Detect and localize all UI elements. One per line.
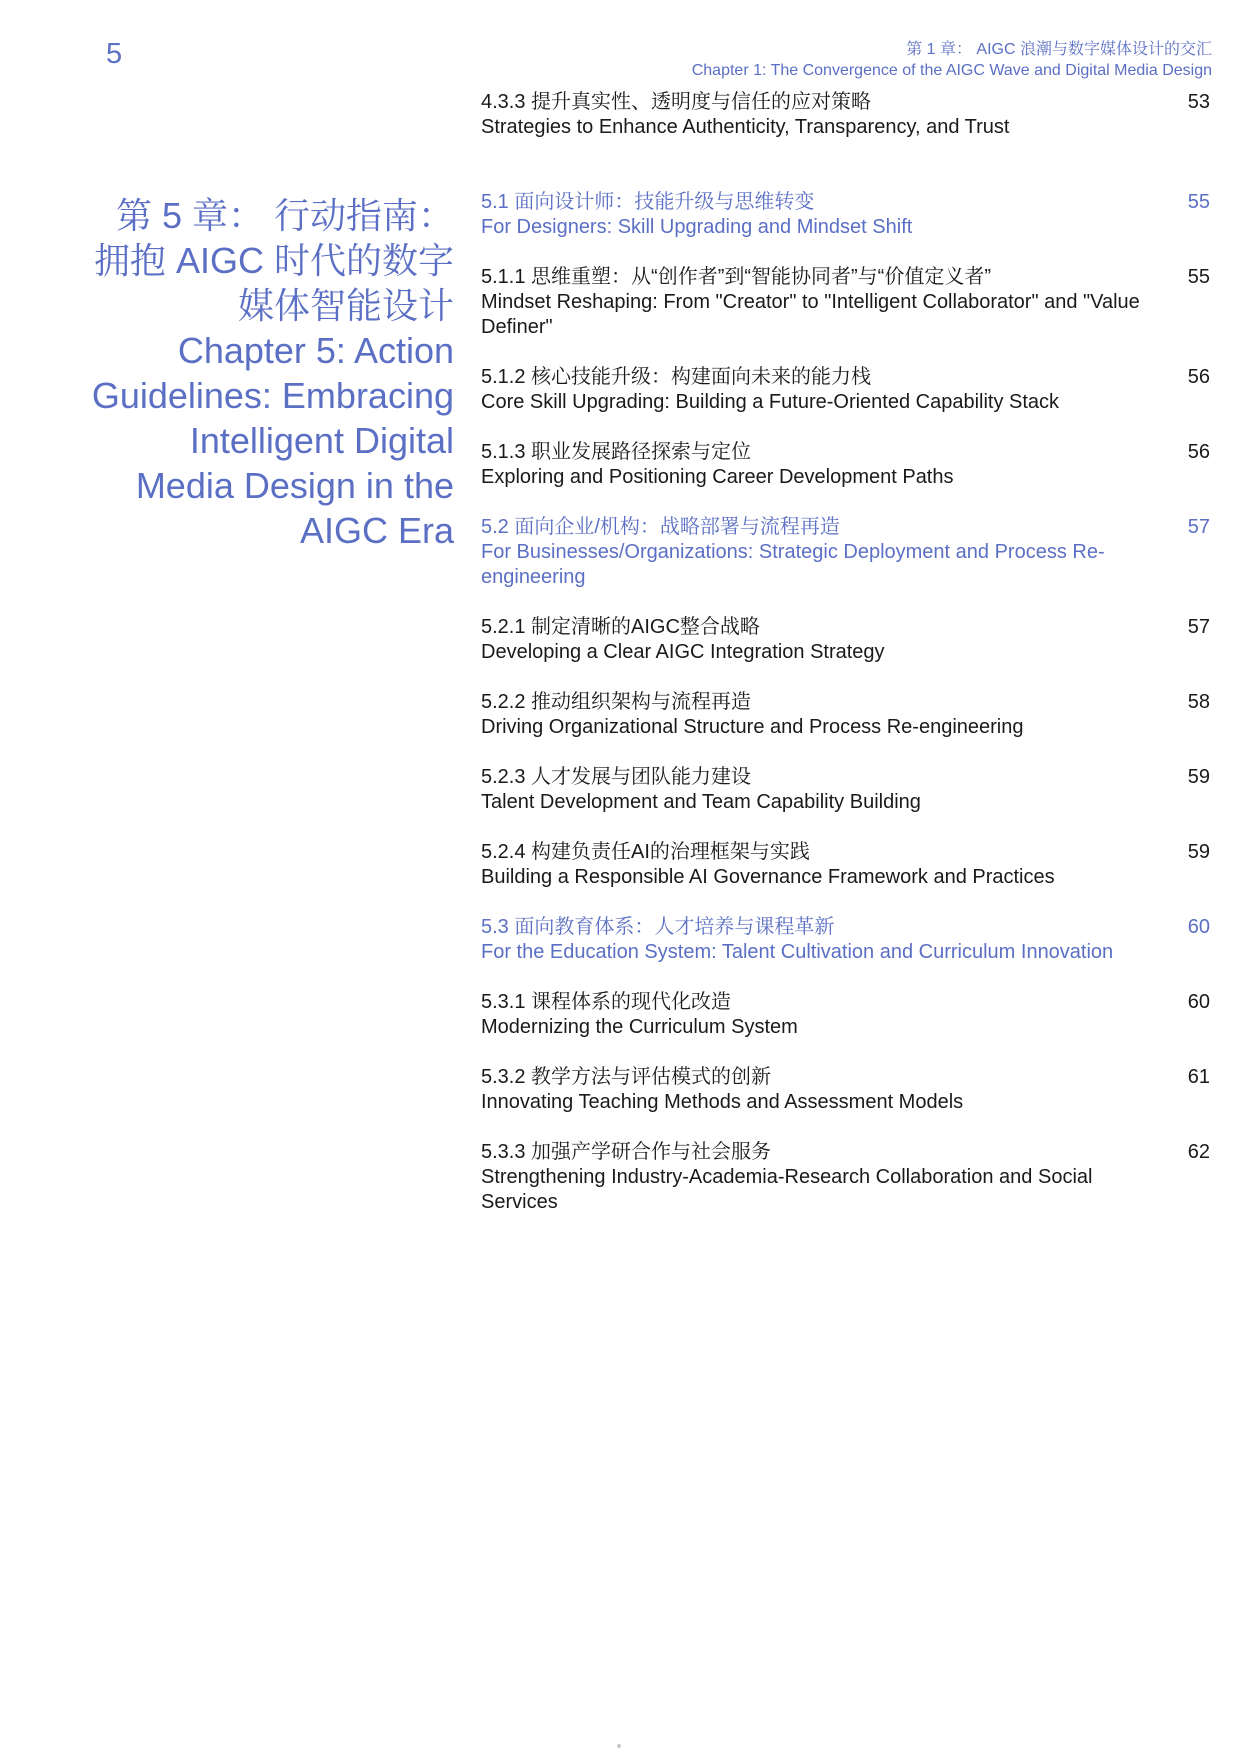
toc-entry-page: 62 (1187, 1141, 1210, 1163)
toc-entry-zh: 5.2.2 推动组织架构与流程再造 (481, 691, 752, 713)
toc-entry-zh: 5.3 面向教育体系：人才培养与课程革新 (481, 916, 835, 938)
toc-entry-en: Mindset Reshaping: From "Creator" to "Intelligent Collaborator" and "Value Definer" (481, 291, 1140, 338)
toc-entry-page: 55 (1187, 191, 1210, 213)
bottom-dot (617, 1744, 621, 1748)
toc-entry-en: Exploring and Positioning Career Development Paths (481, 466, 954, 488)
toc-entry-zh: 5.3.2 教学方法与评估模式的创新 (481, 1066, 772, 1088)
toc-entry-zh: 4.3.3 提升真实性、透明度与信任的应对策略 (481, 91, 872, 113)
toc-section-5-1[interactable] (481, 190, 1210, 240)
toc-entry-zh: 5.2 面向企业/机构：战略部署与流程再造 (481, 516, 840, 538)
toc-entry-zh: 5.1 面向设计师：技能升级与思维转变 (481, 191, 815, 213)
running-header-zh: 第 1 章： AIGC 浪潮与数字媒体设计的交汇 (906, 41, 1212, 58)
toc-entry-en: Strengthening Industry-Academia-Research Collaboration and Social Services (481, 1166, 1093, 1213)
toc-entry-zh: 5.2.4 构建负责任AI的治理框架与实践 (481, 841, 810, 863)
toc-entry-5-2-2[interactable] (481, 690, 1210, 740)
toc-entry-5-1-3[interactable] (481, 440, 1210, 490)
toc-entry-en: Developing a Clear AIGC Integration Strategy (481, 641, 885, 663)
toc-entry-zh: 5.1.1 思维重塑：从“创作者”到“智能协同者”与“价值定义者” (481, 266, 991, 288)
toc-entry-zh: 5.2.1 制定清晰的AIGC整合战略 (481, 616, 760, 638)
toc-entry-page: 55 (1187, 266, 1210, 288)
toc-section-5-2[interactable] (481, 515, 1210, 590)
toc-entry-page: 59 (1187, 841, 1210, 863)
toc-entry-en: For the Education System: Talent Cultivation and Curriculum Innovation (481, 941, 1114, 963)
toc-entry-en: For Businesses/Organizations: Strategic Deployment and Process Re-engineering (481, 541, 1105, 588)
toc-entry-zh: 5.2.3 人才发展与团队能力建设 (481, 766, 752, 788)
toc-entry-en: Talent Development and Team Capability Building (481, 791, 921, 813)
toc-section-5-3[interactable] (481, 915, 1210, 965)
toc-entry-en: Driving Organizational Structure and Process Re-engineering (481, 716, 1024, 738)
toc-entry-zh: 5.3.3 加强产学研合作与社会服务 (481, 1141, 772, 1163)
toc-entry-page: 56 (1187, 366, 1210, 388)
chapter-title-zh: 第 5 章： 行动指南：拥抱 AIGC 时代的数字媒体智能设计 (93, 195, 454, 326)
toc-entry-5-1-2[interactable] (481, 365, 1210, 415)
toc-entry-en: Strategies to Enhance Authenticity, Transparency, and Trust (481, 116, 1010, 138)
toc-entry-5-2-4[interactable] (481, 840, 1210, 890)
running-header (692, 39, 1212, 81)
chapter-title-en: Chapter 5: Action Guidelines: Embracing Intelligent Digital Media Design in the AIGC Era (91, 330, 454, 551)
chapter-title (90, 193, 454, 553)
toc-entry-zh: 5.3.1 课程体系的现代化改造 (481, 991, 732, 1013)
toc-entry-zh: 5.1.3 职业发展路径探索与定位 (481, 441, 752, 463)
toc-entry-5-2-1[interactable] (481, 615, 1210, 665)
toc-entry-en: Modernizing the Curriculum System (481, 1016, 798, 1038)
toc-entry-page: 59 (1187, 766, 1210, 788)
toc-entry-en: Core Skill Upgrading: Building a Future-Oriented Capability Stack (481, 391, 1060, 413)
toc-entry-4-3-3[interactable] (481, 90, 1210, 140)
toc-entry-page: 56 (1187, 441, 1210, 463)
toc-entry-5-3-1[interactable] (481, 990, 1210, 1040)
toc-entry-en: Innovating Teaching Methods and Assessment Models (481, 1091, 964, 1113)
table-of-contents (481, 90, 1210, 1215)
toc-entry-5-3-3[interactable] (481, 1140, 1210, 1215)
toc-entry-page: 60 (1187, 916, 1210, 938)
toc-entry-5-1-1[interactable] (481, 265, 1210, 340)
toc-entry-page: 61 (1187, 1066, 1210, 1088)
toc-entry-5-3-2[interactable] (481, 1065, 1210, 1115)
toc-entry-en: Building a Responsible AI Governance Framework and Practices (481, 866, 1055, 888)
toc-entry-page: 53 (1187, 91, 1210, 113)
toc-entry-page: 58 (1187, 691, 1210, 713)
page-number: 5 (106, 38, 123, 70)
toc-entry-5-2-3[interactable] (481, 765, 1210, 815)
toc-entry-page: 60 (1187, 991, 1210, 1013)
toc-entry-zh: 5.1.2 核心技能升级：构建面向未来的能力栈 (481, 366, 872, 388)
toc-entry-page: 57 (1187, 616, 1210, 638)
toc-entry-en: For Designers: Skill Upgrading and Mindset Shift (481, 216, 913, 238)
toc-entry-page: 57 (1187, 516, 1210, 538)
running-header-en: Chapter 1: The Convergence of the AIGC Wave and Digital Media Design (691, 62, 1212, 79)
